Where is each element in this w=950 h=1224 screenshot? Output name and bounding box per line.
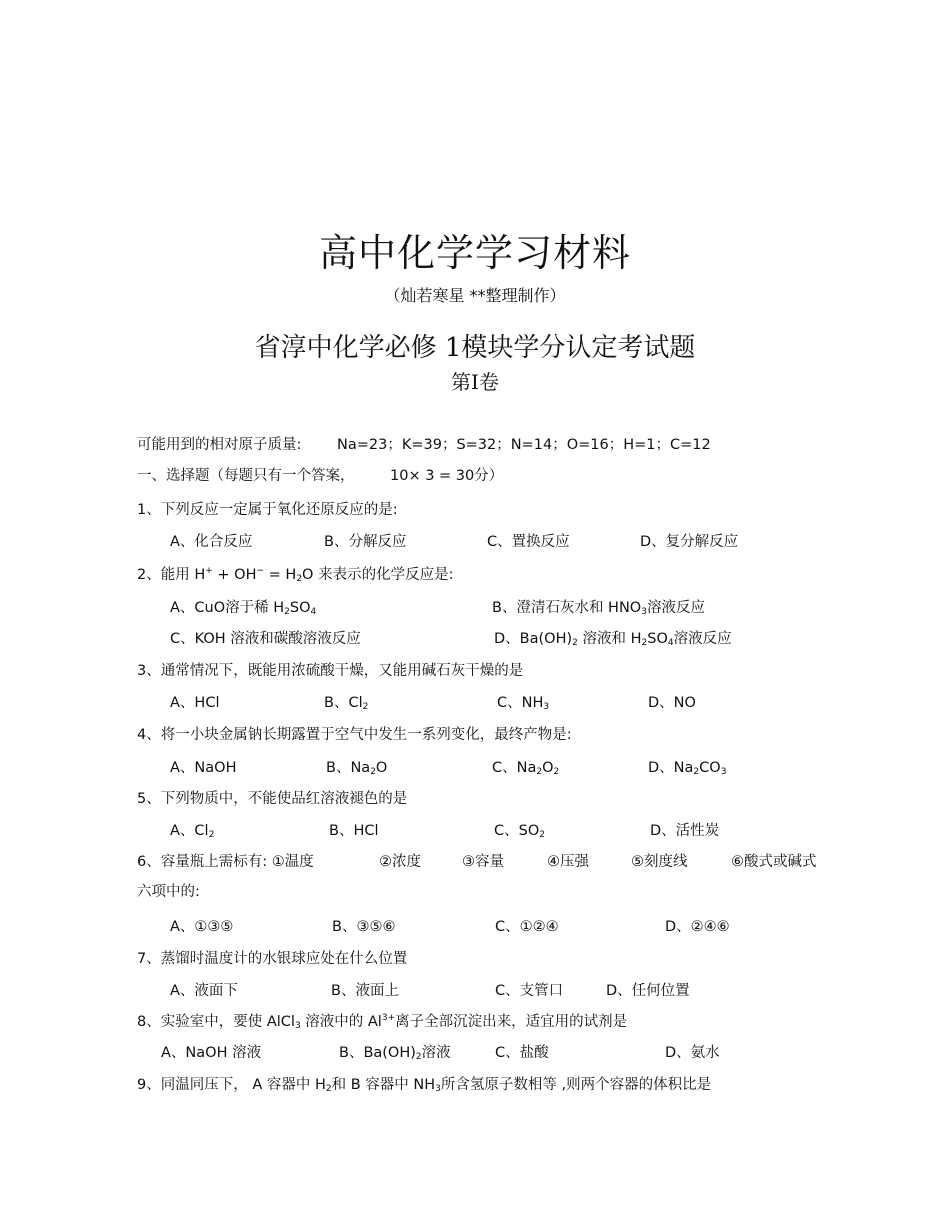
- q8-stem: 8、实验室中，要使 AlCl$_3$ 溶液中的 $Al^{3+}$离子全部沉淀出来，适宜用的试剂是: [137, 1013, 628, 1031]
- q6-item-2: ②浓度: [379, 854, 421, 870]
- q1-option-b: B、分解反应: [324, 534, 407, 550]
- q3-option-d: D、NO: [648, 695, 696, 711]
- q7-option-b: B、液面上: [331, 983, 399, 999]
- q7-option-a: A、液面下: [170, 983, 238, 999]
- q4-stem: 4、将一小块金属钠长期露置于空气中发生一系列变化，最终产物是:: [137, 727, 572, 743]
- q1-option-c: C、置换反应: [487, 534, 570, 550]
- q2-option-c: C、KOH 溶液和碳酸溶液反应: [170, 631, 361, 647]
- q3-stem: 3、通常情况下，既能用浓硫酸干燥，又能用碱石灰干燥的是: [137, 663, 524, 679]
- q5-option-d: D、活性炭: [650, 823, 720, 839]
- q6-item-5: ⑤刻度线: [631, 854, 688, 870]
- q4-option-a: A、NaOH: [170, 760, 237, 776]
- q7-option-d: D、任何位置: [606, 983, 690, 999]
- q6-item-4: ④压强: [547, 854, 589, 870]
- q6-option-c: C、①②④: [495, 919, 559, 935]
- q5-option-a: A、$Cl_2$: [170, 823, 215, 840]
- q8-option-d: D、氨水: [665, 1045, 720, 1061]
- q6-item-3: ③容量: [462, 854, 504, 870]
- q8-option-b: B、$Ba(OH)_2$溶液: [339, 1045, 451, 1062]
- q1-option-d: D、复分解反应: [640, 534, 739, 550]
- q3-option-b: B、$Cl_2$: [324, 695, 369, 712]
- q6-item-6: ⑥酸式或碱式: [731, 854, 817, 870]
- q1-option-a: A、化合反应: [170, 534, 253, 550]
- q7-option-c: C、支管口: [495, 983, 564, 999]
- page-subtitle: （灿若寒星 **整理制作）: [384, 286, 566, 305]
- q6-stem: 6、容量瓶上需标有: ①温度: [137, 854, 314, 870]
- q2-option-b: B、澄清石灰水和 $HNO_3$溶液反应: [492, 600, 705, 617]
- q4-option-c: C、$Na_2O_2$: [492, 760, 560, 777]
- q3-option-c: C、$NH_3$: [497, 695, 550, 712]
- q6-option-b: B、③⑤⑥: [332, 919, 396, 935]
- section-heading: 一、选择题（每题只有一个答案，: [137, 468, 355, 484]
- q4-option-d: D、$Na_2CO_3$: [648, 760, 727, 777]
- q8-option-a: A、NaOH 溶液: [161, 1045, 262, 1061]
- volume-label: 第Ⅰ卷: [451, 370, 499, 394]
- q6-stem-cont: 六项中的:: [137, 884, 200, 900]
- q7-stem: 7、蒸馏时温度计的水银球应处在什么位置: [137, 951, 408, 967]
- q2-stem: 2、能用 $H^+ + OH^- = H_2O$ 来表示的化学反应是:: [137, 566, 454, 584]
- q6-option-d: D、②④⑥: [665, 919, 730, 935]
- q9-stem: 9、同温同压下， A 容器中 $H_2$和 B 容器中 $NH_3$所含氢原子数相等 ,则两个容器的体积比是: [137, 1077, 712, 1094]
- q3-option-a: A、HCl: [170, 695, 220, 711]
- atomic-masses: Na=23；K=39；S=32；N=14；O=16；H=1；C=12: [337, 437, 711, 453]
- page-title: 高中化学学习材料: [318, 231, 631, 275]
- q6-option-a: A、①③⑤: [170, 919, 234, 935]
- section-score: 10× 3 = 30分）: [390, 468, 504, 484]
- q2-option-a: A、CuO溶于稀 $H_2SO_4$: [170, 600, 317, 617]
- q5-option-b: B、HCl: [329, 823, 379, 839]
- q1-stem: 1、下列反应一定属于氧化还原反应的是:: [137, 502, 398, 518]
- q8-option-c: C、盐酸: [495, 1045, 549, 1061]
- q5-option-c: C、$SO_2$: [494, 823, 545, 840]
- q2-option-d: D、$Ba(OH)_2$ 溶液和 $H_2SO_4$溶液反应: [494, 631, 732, 648]
- q5-stem: 5、下列物质中，不能使品红溶液褪色的是: [137, 791, 408, 807]
- mass-label: 可能用到的相对原子质量:: [137, 437, 302, 453]
- q4-option-b: B、$Na_2O$: [326, 760, 388, 777]
- exam-title: 省淳中化学必修 1模块学分认定考试题: [254, 333, 696, 363]
